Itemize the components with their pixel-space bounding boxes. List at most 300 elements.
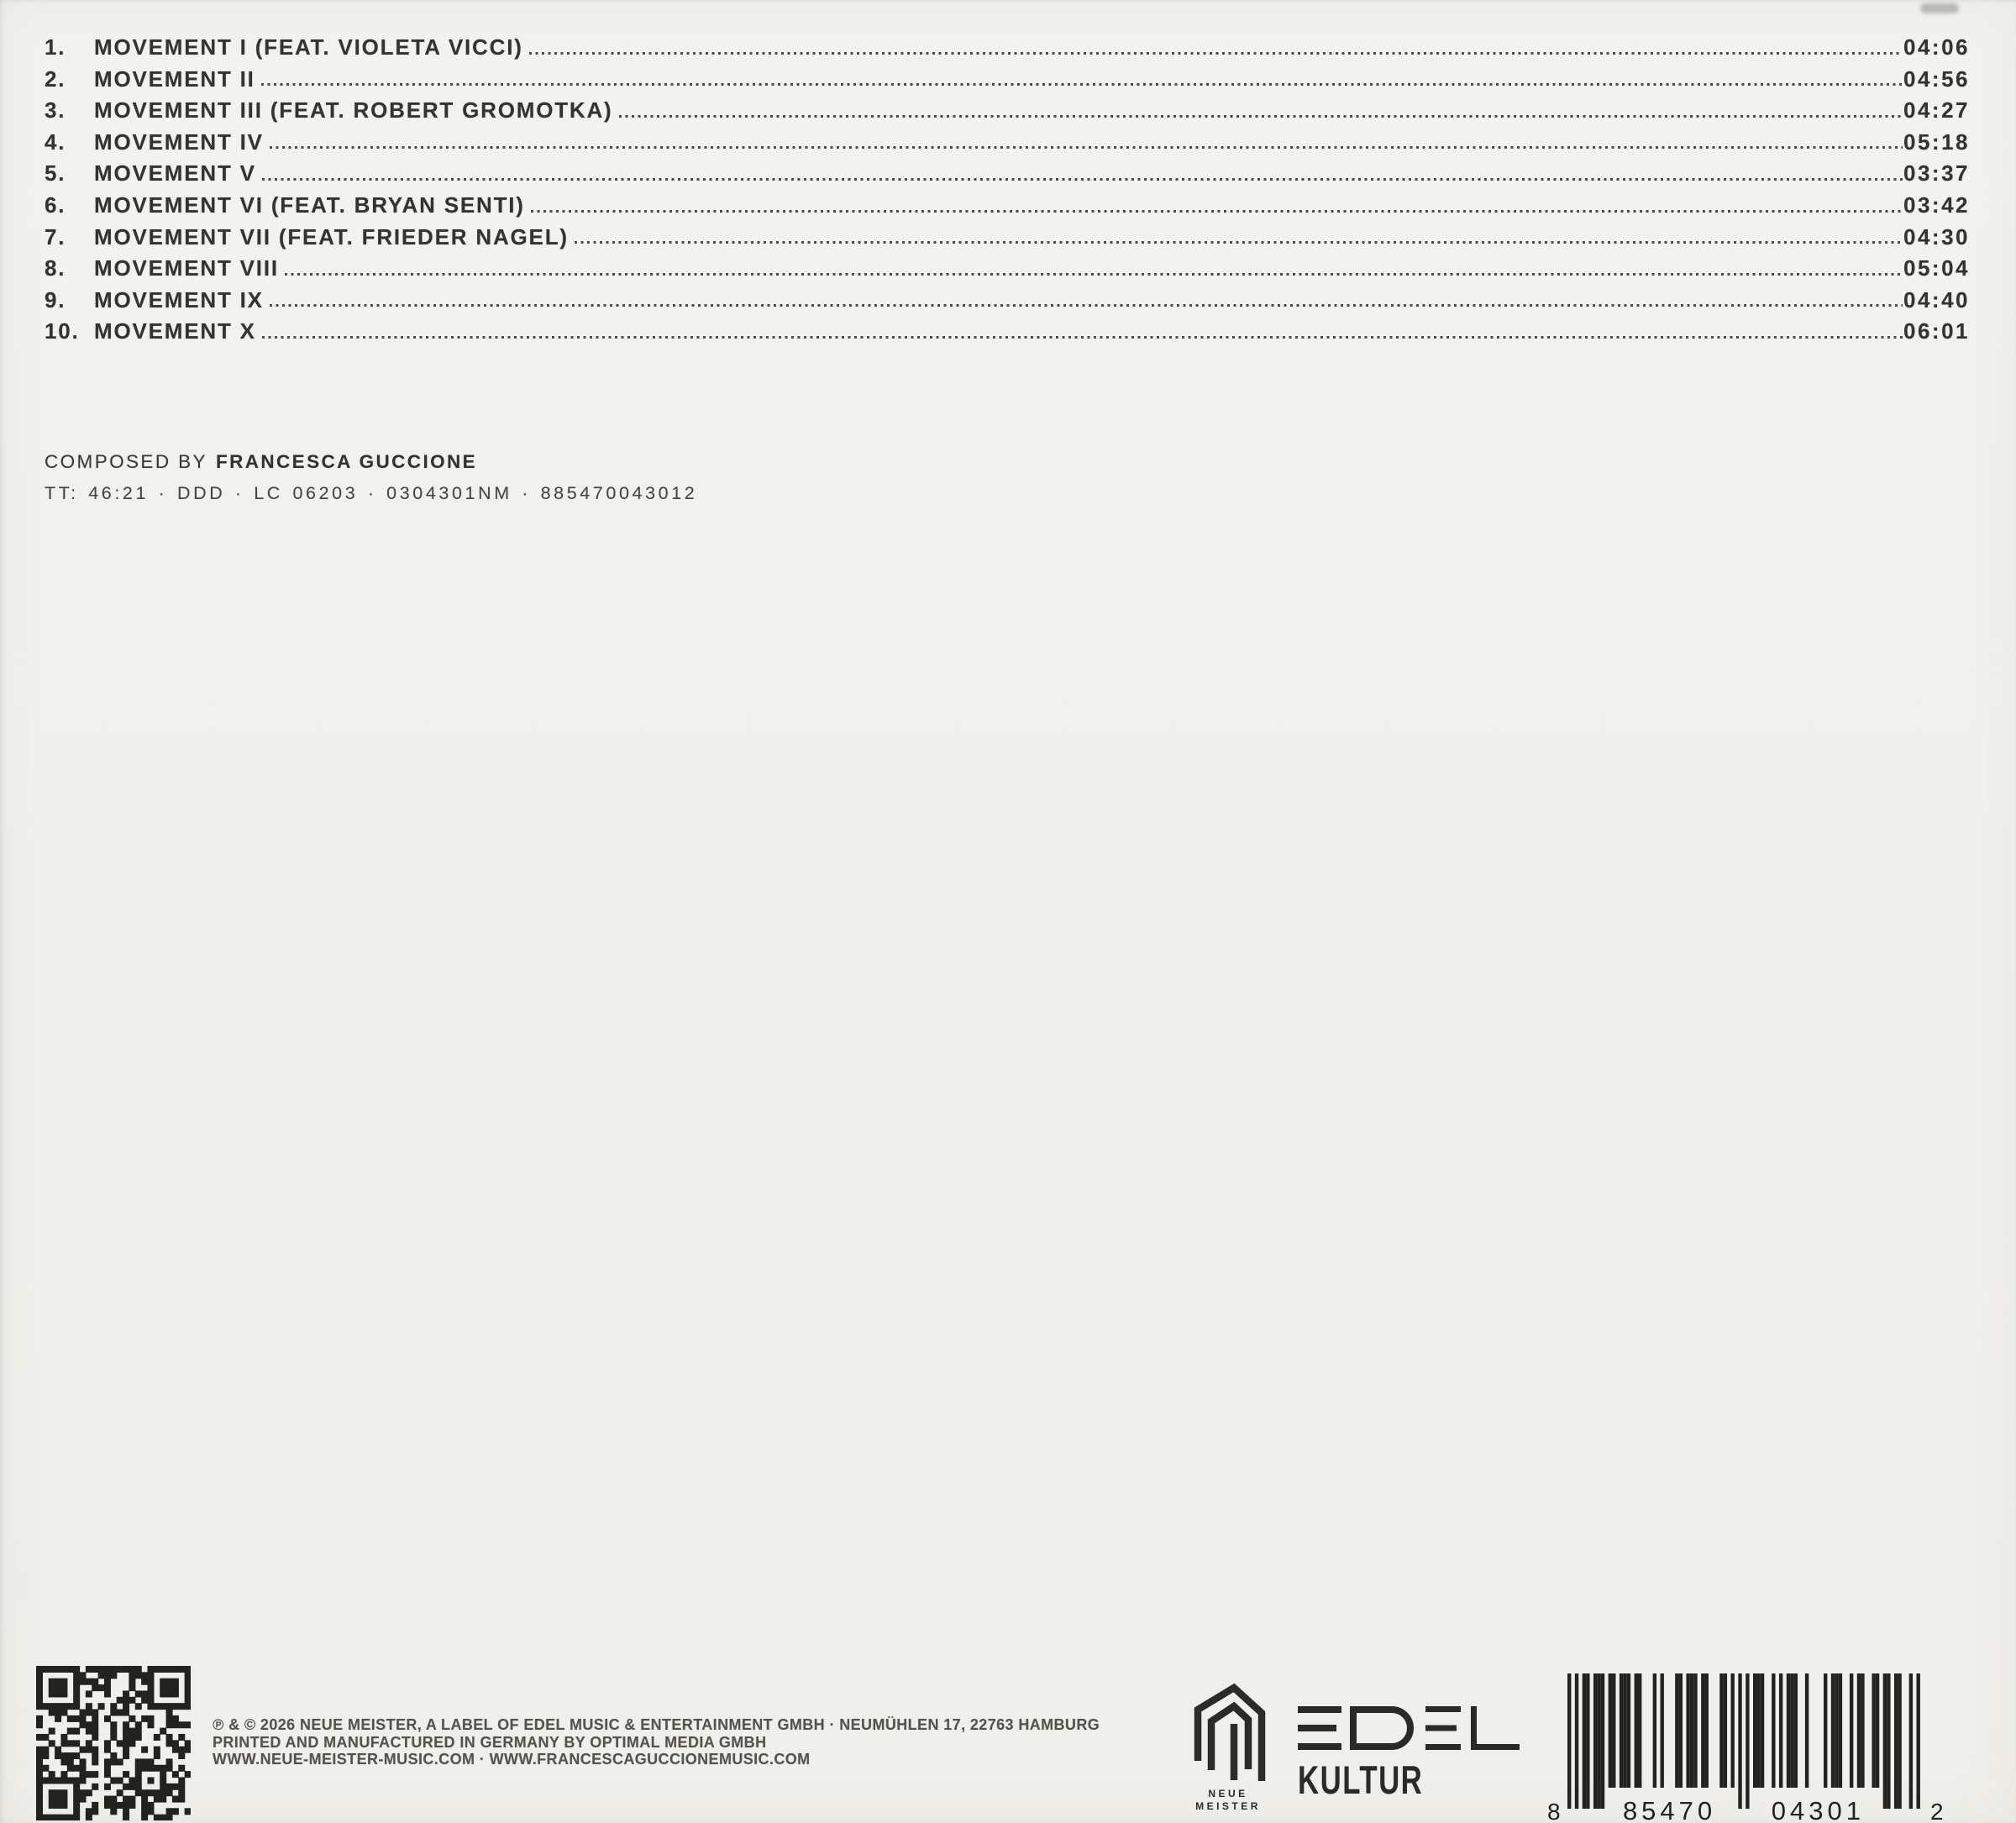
- qr-module: [123, 1703, 129, 1710]
- qr-module: [178, 1666, 185, 1673]
- qr-module: [98, 1666, 105, 1673]
- barcode-bar: [1575, 1673, 1578, 1809]
- qr-module: [86, 1747, 92, 1753]
- qr-module: [104, 1679, 111, 1685]
- qr-module: [117, 1802, 123, 1809]
- barcode-bar: [1679, 1673, 1683, 1788]
- qr-module: [160, 1765, 166, 1772]
- barcode-bar: [1887, 1673, 1890, 1809]
- qr-module: [36, 1684, 43, 1691]
- qr-module: [172, 1747, 179, 1753]
- track-time: 05:18: [1903, 129, 1970, 155]
- qr-module: [110, 1728, 117, 1735]
- qr-module: [73, 1802, 80, 1809]
- qr-module: [154, 1666, 160, 1673]
- qr-module: [49, 1771, 55, 1778]
- qr-module: [73, 1752, 80, 1759]
- qr-module: [172, 1690, 179, 1697]
- qr-module: [129, 1784, 135, 1790]
- track-time: 04:06: [1903, 34, 1970, 60]
- qr-module: [160, 1703, 166, 1710]
- barcode-digits: 04301: [1771, 1796, 1865, 1823]
- barcode-bar: [1872, 1673, 1875, 1788]
- barcode-bar: [1772, 1673, 1775, 1788]
- track-title: MOVEMENT III (FEAT. ROBERT GROMOTKA): [94, 97, 613, 123]
- qr-module: [110, 1802, 117, 1809]
- barcode-bar: [1719, 1673, 1723, 1788]
- track-number: 4.: [45, 129, 66, 155]
- qr-module: [92, 1747, 98, 1753]
- qr-module: [36, 1771, 43, 1778]
- barcode-bar: [1705, 1673, 1709, 1788]
- qr-module: [166, 1789, 173, 1796]
- qr-module: [185, 1808, 191, 1815]
- track-row: [45, 287, 1970, 319]
- qr-module: [67, 1752, 74, 1759]
- qr-module: [86, 1710, 92, 1716]
- qr-module: [110, 1710, 117, 1716]
- barcode-bar: [1787, 1673, 1790, 1788]
- qr-module: [172, 1715, 179, 1722]
- qr-module: [55, 1666, 61, 1673]
- qr-module: [123, 1808, 129, 1815]
- qr-module: [67, 1715, 74, 1722]
- legal-line-1: ℗ & © 2026 NEUE MEISTER, A LABEL OF EDEL MUSIC & ENTERTAINMENT GMBH · NEUMÜHLEN 17, 22763 HAMBURG: [213, 1716, 1100, 1733]
- track-number: 2.: [45, 66, 66, 92]
- qr-module: [92, 1666, 98, 1673]
- qr-module: [178, 1784, 185, 1790]
- qr-module: [123, 1666, 129, 1673]
- qr-module: [154, 1796, 160, 1803]
- barcode-bar: [1583, 1673, 1586, 1809]
- qr-module: [117, 1697, 123, 1704]
- qr-module: [160, 1777, 166, 1784]
- qr-module: [49, 1789, 55, 1796]
- track-number: 5.: [45, 160, 66, 187]
- qr-module: [110, 1752, 117, 1759]
- qr-module: [104, 1796, 111, 1803]
- qr-module: [141, 1808, 148, 1815]
- qr-module: [160, 1728, 166, 1735]
- track-title: MOVEMENT V: [94, 160, 256, 187]
- qr-module: [67, 1728, 74, 1735]
- qr-module: [73, 1728, 80, 1735]
- qr-module: [73, 1697, 80, 1704]
- qr-module: [36, 1815, 43, 1820]
- qr-module: [117, 1789, 123, 1796]
- qr-module: [104, 1715, 111, 1722]
- track-row: [45, 224, 1970, 256]
- qr-module: [73, 1679, 80, 1685]
- qr-module: [67, 1666, 74, 1673]
- qr-module: [104, 1666, 111, 1673]
- dot-leader: [262, 176, 1903, 181]
- qr-module: [160, 1666, 166, 1673]
- qr-module: [67, 1758, 74, 1765]
- qr-module: [49, 1740, 55, 1747]
- track-list: [45, 34, 1970, 350]
- qr-module: [104, 1690, 111, 1697]
- qr-module: [185, 1703, 191, 1710]
- qr-module: [104, 1758, 111, 1765]
- qr-module: [129, 1796, 135, 1803]
- qr-module: [160, 1679, 166, 1685]
- qr-module: [60, 1734, 67, 1741]
- qr-module: [147, 1679, 154, 1685]
- track-row: [45, 34, 1970, 66]
- qr-module: [178, 1734, 185, 1741]
- barcode-bar: [1761, 1673, 1764, 1788]
- track-row: [45, 66, 1970, 98]
- qr-module: [73, 1815, 80, 1820]
- qr-module: [98, 1703, 105, 1710]
- qr-module: [123, 1710, 129, 1716]
- barcode-bar: [1805, 1673, 1809, 1788]
- qr-module: [178, 1796, 185, 1803]
- qr-module: [60, 1666, 67, 1673]
- qr-module: [129, 1728, 135, 1735]
- track-row: [45, 192, 1970, 224]
- qr-module: [49, 1728, 55, 1735]
- qr-module: [92, 1684, 98, 1691]
- qr-module: [73, 1666, 80, 1673]
- track-number: 6.: [45, 192, 66, 218]
- qr-module: [147, 1721, 154, 1728]
- qr-module: [135, 1765, 142, 1772]
- qr-module: [172, 1666, 179, 1673]
- qr-module: [141, 1690, 148, 1697]
- qr-module: [92, 1710, 98, 1716]
- qr-module: [73, 1808, 80, 1815]
- qr-module: [55, 1796, 61, 1803]
- track-title: MOVEMENT I (FEAT. VIOLETA VICCI): [94, 34, 523, 60]
- barcode-bar: [1701, 1673, 1704, 1788]
- qr-module: [172, 1679, 179, 1685]
- dot-leader: [531, 208, 1903, 213]
- qr-module: [42, 1765, 49, 1772]
- qr-module: [147, 1697, 154, 1704]
- qr-module: [129, 1734, 135, 1741]
- qr-module: [80, 1679, 87, 1685]
- track-title: MOVEMENT VIII: [94, 255, 279, 281]
- qr-module: [178, 1747, 185, 1753]
- qr-module: [129, 1684, 135, 1691]
- qr-module: [135, 1672, 142, 1679]
- qr-module: [172, 1784, 179, 1790]
- qr-module: [166, 1815, 173, 1820]
- qr-module: [166, 1740, 173, 1747]
- composed-by-label: COMPOSED BY: [45, 451, 207, 472]
- qr-module: [117, 1777, 123, 1784]
- qr-module: [123, 1690, 129, 1697]
- qr-module: [147, 1802, 154, 1809]
- track-title: MOVEMENT VI (FEAT. BRYAN SENTI): [94, 192, 525, 218]
- qr-module: [185, 1666, 191, 1673]
- qr-module: [60, 1815, 67, 1820]
- qr-module: [123, 1771, 129, 1778]
- qr-module: [36, 1666, 43, 1673]
- track-row: [45, 318, 1970, 350]
- qr-module: [141, 1679, 148, 1685]
- barcode-bar: [1857, 1673, 1861, 1788]
- legal-text: [213, 1716, 1100, 1768]
- qr-module: [60, 1758, 67, 1765]
- qr-module: [141, 1747, 148, 1753]
- qr-module: [80, 1721, 87, 1728]
- qr-module: [67, 1703, 74, 1710]
- qr-module: [86, 1690, 92, 1697]
- qr-module: [73, 1777, 80, 1784]
- qr-module: [60, 1771, 67, 1778]
- qr-module: [104, 1771, 111, 1778]
- qr-module: [104, 1802, 111, 1809]
- qr-code-icon: [36, 1666, 191, 1820]
- qr-module: [55, 1679, 61, 1685]
- qr-module: [185, 1684, 191, 1691]
- qr-module: [92, 1715, 98, 1722]
- track-title: MOVEMENT IV: [94, 129, 264, 155]
- qr-module: [141, 1789, 148, 1796]
- qr-module: [92, 1808, 98, 1815]
- qr-module: [129, 1697, 135, 1704]
- qr-module: [141, 1697, 148, 1704]
- barcode-bar: [1601, 1673, 1604, 1809]
- qr-module: [86, 1679, 92, 1685]
- barcode-bar: [1623, 1673, 1626, 1788]
- qr-module: [185, 1721, 191, 1728]
- qr-module: [42, 1815, 49, 1820]
- qr-module: [49, 1679, 55, 1685]
- track-number: 3.: [45, 97, 66, 123]
- barcode-bar: [1831, 1673, 1835, 1788]
- barcode-bar: [1693, 1673, 1697, 1788]
- qr-module: [73, 1796, 80, 1803]
- barcode-bar: [1898, 1673, 1901, 1809]
- qr-code: [36, 1666, 191, 1820]
- dot-leader: [270, 145, 1903, 150]
- qr-module: [147, 1684, 154, 1691]
- track-time: 03:37: [1903, 160, 1970, 187]
- qr-module: [55, 1684, 61, 1691]
- qr-module: [73, 1684, 80, 1691]
- barcode-bar: [1746, 1673, 1749, 1809]
- barcode-bar: [1753, 1673, 1756, 1788]
- qr-module: [36, 1777, 43, 1784]
- qr-module: [166, 1765, 173, 1772]
- qr-module: [36, 1752, 43, 1759]
- dot-leader: [529, 50, 1903, 55]
- track-row: [45, 97, 1970, 129]
- qr-module: [135, 1666, 142, 1673]
- track-time: 04:56: [1903, 66, 1970, 92]
- qr-module: [73, 1690, 80, 1697]
- qr-module: [178, 1752, 185, 1759]
- qr-module: [166, 1710, 173, 1716]
- qr-module: [185, 1672, 191, 1679]
- qr-module: [60, 1684, 67, 1691]
- qr-module: [49, 1796, 55, 1803]
- qr-module: [92, 1734, 98, 1741]
- qr-module: [154, 1815, 160, 1820]
- qr-module: [160, 1684, 166, 1691]
- qr-module: [147, 1758, 154, 1765]
- qr-module: [172, 1684, 179, 1691]
- qr-module: [36, 1697, 43, 1704]
- qr-module: [110, 1703, 117, 1710]
- qr-module: [166, 1715, 173, 1722]
- qr-module: [185, 1740, 191, 1747]
- qr-module: [36, 1715, 43, 1722]
- composer-name: FRANCESCA GUCCIONE: [215, 451, 478, 472]
- qr-module: [42, 1666, 49, 1673]
- qr-module: [67, 1815, 74, 1820]
- barcode-bar: [1653, 1673, 1656, 1788]
- qr-module: [147, 1789, 154, 1796]
- qr-module: [185, 1679, 191, 1685]
- qr-module: [178, 1777, 185, 1784]
- qr-module: [92, 1679, 98, 1685]
- barcode-bar: [1835, 1673, 1838, 1788]
- qr-module: [160, 1771, 166, 1778]
- qr-module: [166, 1703, 173, 1710]
- qr-module: [154, 1747, 160, 1753]
- qr-module: [49, 1703, 55, 1710]
- qr-module: [92, 1758, 98, 1765]
- scan-artifact: [1920, 3, 1959, 13]
- qr-module: [129, 1679, 135, 1685]
- qr-module: [36, 1808, 43, 1815]
- qr-module: [129, 1666, 135, 1673]
- qr-module: [166, 1784, 173, 1790]
- qr-module: [135, 1789, 142, 1796]
- barcode-bar: [1724, 1673, 1727, 1788]
- qr-module: [104, 1740, 111, 1747]
- qr-module: [80, 1796, 87, 1803]
- barcode-bar: [1686, 1673, 1689, 1788]
- qr-module: [55, 1715, 61, 1722]
- qr-module: [141, 1765, 148, 1772]
- qr-module: [129, 1802, 135, 1809]
- qr-module: [55, 1789, 61, 1796]
- qr-module: [60, 1740, 67, 1747]
- qr-module: [104, 1784, 111, 1790]
- edel-kultur-wordmark: KULTUR: [1298, 1757, 1424, 1802]
- qr-module: [98, 1672, 105, 1679]
- track-number: 10.: [45, 318, 80, 344]
- qr-module: [86, 1789, 92, 1796]
- barcode-digits: 2: [1930, 1799, 1948, 1823]
- qr-module: [67, 1765, 74, 1772]
- qr-module: [36, 1802, 43, 1809]
- qr-module: [36, 1721, 43, 1728]
- qr-module: [60, 1796, 67, 1803]
- qr-module: [92, 1802, 98, 1809]
- qr-module: [80, 1777, 87, 1784]
- qr-module: [104, 1672, 111, 1679]
- barcode-bar: [1675, 1673, 1678, 1788]
- qr-module: [123, 1728, 129, 1735]
- qr-module: [49, 1710, 55, 1716]
- qr-module: [73, 1789, 80, 1796]
- qr-module: [73, 1784, 80, 1790]
- qr-module: [92, 1771, 98, 1778]
- qr-module: [178, 1721, 185, 1728]
- qr-module: [86, 1808, 92, 1815]
- qr-module: [36, 1789, 43, 1796]
- barcode-bar: [1730, 1673, 1734, 1788]
- legal-line-3: WWW.NEUE-MEISTER-MUSIC.COM · WWW.FRANCESCAGUCCIONEMUSIC.COM: [213, 1751, 811, 1768]
- track-title: MOVEMENT VII (FEAT. FRIEDER NAGEL): [94, 223, 569, 250]
- qr-module: [55, 1747, 61, 1753]
- neue-meister-wordmark-line2: MEISTER: [1195, 1800, 1261, 1812]
- qr-module: [123, 1740, 129, 1747]
- qr-module: [49, 1777, 55, 1784]
- track-time: 03:42: [1903, 192, 1970, 218]
- release-info-line: TT: 46:21 · DDD · LC 06203 · 0304301NM · 885470043012: [45, 483, 698, 503]
- qr-module: [172, 1721, 179, 1728]
- qr-module: [67, 1740, 74, 1747]
- qr-module: [36, 1734, 43, 1741]
- qr-module: [135, 1734, 142, 1741]
- qr-module: [80, 1715, 87, 1722]
- qr-module: [80, 1758, 87, 1765]
- qr-module: [80, 1765, 87, 1772]
- qr-module: [36, 1758, 43, 1765]
- credits-block: [45, 451, 697, 504]
- qr-module: [147, 1672, 154, 1679]
- qr-module: [185, 1697, 191, 1704]
- qr-module: [123, 1721, 129, 1728]
- track-time: 05:04: [1903, 255, 1970, 281]
- qr-module: [60, 1710, 67, 1716]
- qr-module: [160, 1690, 166, 1697]
- qr-module: [141, 1815, 148, 1820]
- qr-module: [55, 1777, 61, 1784]
- track-row: [45, 160, 1970, 192]
- qr-module: [135, 1777, 142, 1784]
- barcode-bar: [1824, 1673, 1827, 1788]
- qr-module: [154, 1703, 160, 1710]
- track-time: 06:01: [1903, 318, 1970, 344]
- qr-module: [123, 1752, 129, 1759]
- barcode-bar: [1779, 1673, 1782, 1788]
- qr-module: [172, 1808, 179, 1815]
- track-title: MOVEMENT II: [94, 66, 255, 92]
- qr-module: [55, 1690, 61, 1697]
- qr-module: [86, 1771, 92, 1778]
- qr-module: [110, 1734, 117, 1741]
- dot-leader: [619, 113, 1903, 118]
- qr-module: [141, 1758, 148, 1765]
- qr-module: [129, 1777, 135, 1784]
- qr-module: [92, 1728, 98, 1735]
- qr-module: [166, 1808, 173, 1815]
- qr-module: [104, 1765, 111, 1772]
- neue-meister-wordmark-line1: NEUE: [1208, 1788, 1248, 1799]
- qr-module: [154, 1789, 160, 1796]
- barcode-bar: [1661, 1673, 1664, 1788]
- barcode-bar: [1850, 1673, 1853, 1788]
- qr-module: [166, 1721, 173, 1728]
- qr-module: [36, 1747, 43, 1753]
- barcode-icon: [1546, 1672, 1950, 1823]
- qr-module: [86, 1815, 92, 1820]
- qr-module: [92, 1784, 98, 1790]
- qr-module: [80, 1789, 87, 1796]
- qr-module: [42, 1703, 49, 1710]
- qr-module: [36, 1765, 43, 1772]
- qr-module: [36, 1690, 43, 1697]
